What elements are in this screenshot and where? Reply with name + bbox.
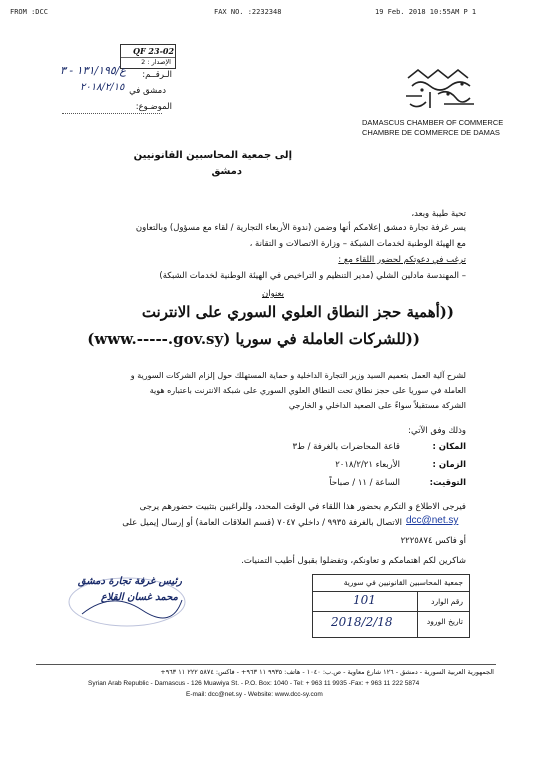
time-value: الأربعاء ٢٠١٨/٢/٢١ bbox=[335, 460, 400, 470]
ref-date-value: ٢٠١٨/٢/١٥ bbox=[80, 82, 125, 93]
ref-subject-label: الموضـوع: bbox=[135, 102, 172, 112]
signature-org: رئيس غرفة تجارة دمشق bbox=[77, 576, 182, 587]
ref-number-value: ع/١٣١/١٩٥ - ٣ bbox=[60, 64, 127, 77]
speaker-line: – المهندسة مادلين الشلي (مدير التنظيم و التراخيص في الهيئة الوطنية لخدمات الشبكة) bbox=[159, 271, 466, 281]
recipient-line2: دمشق bbox=[211, 166, 242, 177]
invite-line: ترغب في دعوتكم لحضور اللقاء مع : bbox=[338, 255, 466, 265]
fax-from: FROM :DCC bbox=[10, 8, 48, 16]
received-stamp bbox=[312, 574, 470, 638]
request-line3: أو فاكس ٢٢٢٥٨٧٤ bbox=[400, 536, 466, 546]
signature-stamp bbox=[62, 570, 192, 630]
letterhead-name-fr: CHAMBRE DE COMMERCE DE DAMAS bbox=[362, 128, 500, 137]
place-label: المكان : bbox=[432, 442, 466, 452]
timing-value: الساعة / ١١ / صباحاً bbox=[329, 478, 400, 488]
dcc-logo bbox=[400, 64, 482, 114]
stamp-number-label: رقم الوارد bbox=[431, 597, 463, 606]
signature-name: محمد غسان القلاع bbox=[100, 592, 178, 603]
ref-date-label: دمشق في bbox=[129, 86, 166, 96]
greeting: تحية طيبة وبعد، bbox=[411, 209, 466, 219]
para1-line1: يسر غرفة تجارة دمشق إعلامكم أنها وضمن (ندوة الأربعاء التجارية / لقاء مع مسؤول) وبالتعاون bbox=[135, 223, 466, 233]
request-line2: الاتصال بالغرفة ٩٩٣٥ / داخلي ٧٠٤٧ (قسم العلاقات العامة) أو إرسال إيميل على bbox=[122, 518, 402, 528]
footer-english: Syrian Arab Republic - Damascus - 126 Muawiya St. - P.O. Box: 1040 - Tel: + 963 11 9935 -Fax: + 963 11 222 5874 bbox=[88, 680, 420, 687]
fax-number: FAX NO. :2232348 bbox=[214, 8, 282, 16]
subject-dotted-line bbox=[62, 113, 162, 114]
letterhead-name-en: DAMASCUS CHAMBER OF COMMERCE bbox=[362, 118, 504, 127]
footer-arabic: الجمهورية العربية السورية - دمشق - ١٢٦ شارع معاوية - ص.ب: ١٠٤٠ - هاتف: ٩٩٣٥ ١١ ٩٦٣+ - فاكس: ٥٨٧٤ ٢٢٢ ١١ ٩٦٣+ bbox=[160, 668, 494, 676]
para1-line2: مع الهيئة الوطنية لخدمات الشبكة – وزارة الاتصالات و التقانة ، bbox=[249, 239, 466, 249]
para2-line2: العاملة في سوريا على حجز نطاق تحت النطاق العلوي السوري على شبكة الانترنت باعتباره هوية bbox=[149, 386, 466, 395]
para2-line3: الشركة مستقبلاً سواءً على الصعيد الداخلي و الخارجي bbox=[288, 401, 466, 410]
place-value: قاعة المحاضرات بالغرفة / ط٣ bbox=[292, 442, 400, 452]
stamp-divider bbox=[313, 611, 469, 612]
stamp-column-rule bbox=[417, 591, 418, 637]
email-link[interactable]: dcc@net.sy bbox=[406, 515, 459, 526]
event-title-line1: ((أهمية حجز النطاق العلوي السوري على الانترنت bbox=[141, 303, 454, 321]
timing-label: التوقيت: bbox=[429, 478, 466, 488]
fax-date: 19 Feb. 2018 10:55AM P 1 bbox=[375, 8, 477, 16]
ref-number-label: الـرقــم: bbox=[142, 70, 172, 80]
footer-rule bbox=[36, 664, 496, 665]
stamp-date-value: 2018/2/18 bbox=[331, 615, 393, 629]
closing-line: شاكرين لكم اهتمامكم و تعاونكم، وتفضلوا بقبول أطيب التمنيات. bbox=[241, 556, 466, 566]
form-edition: الإصدار : 2 bbox=[141, 58, 171, 66]
request-line1: فيرجى الاطلاع و التكرم بحضور هذا اللقاء في الوقت المحدد، وللراغبين بتثبيت حضورهم يرجى bbox=[139, 502, 466, 512]
event-title-line2: (www.-----.gov.sy) للشركات العاملة في سوريا)) bbox=[87, 330, 420, 348]
footer-contact: E-mail: dcc@net.sy - Website: www.dcc-sy.com bbox=[186, 691, 323, 698]
time-label: الزمان : bbox=[432, 460, 466, 470]
form-code-box bbox=[120, 44, 176, 69]
para2-line1: لشرح آلية العمل بتعميم السيد وزير التجارة الداخلية و حماية المستهلك حول إلزام الشركات السورية و bbox=[130, 371, 466, 380]
stamp-divider bbox=[313, 591, 469, 592]
stamp-number-value: 101 bbox=[353, 593, 376, 607]
form-code: QF 23-02 bbox=[133, 46, 175, 56]
schedule-intro: وذلك وفق الآتي: bbox=[408, 426, 466, 436]
recipient-line1: إلى جمعية المحاسبين القانونيين bbox=[133, 150, 292, 161]
stamp-date-label: تاريخ الورود bbox=[426, 617, 463, 626]
titled-label: بعنوان bbox=[261, 289, 284, 299]
stamp-title: جمعية المحاسبين القانونيين في سورية bbox=[343, 578, 463, 587]
